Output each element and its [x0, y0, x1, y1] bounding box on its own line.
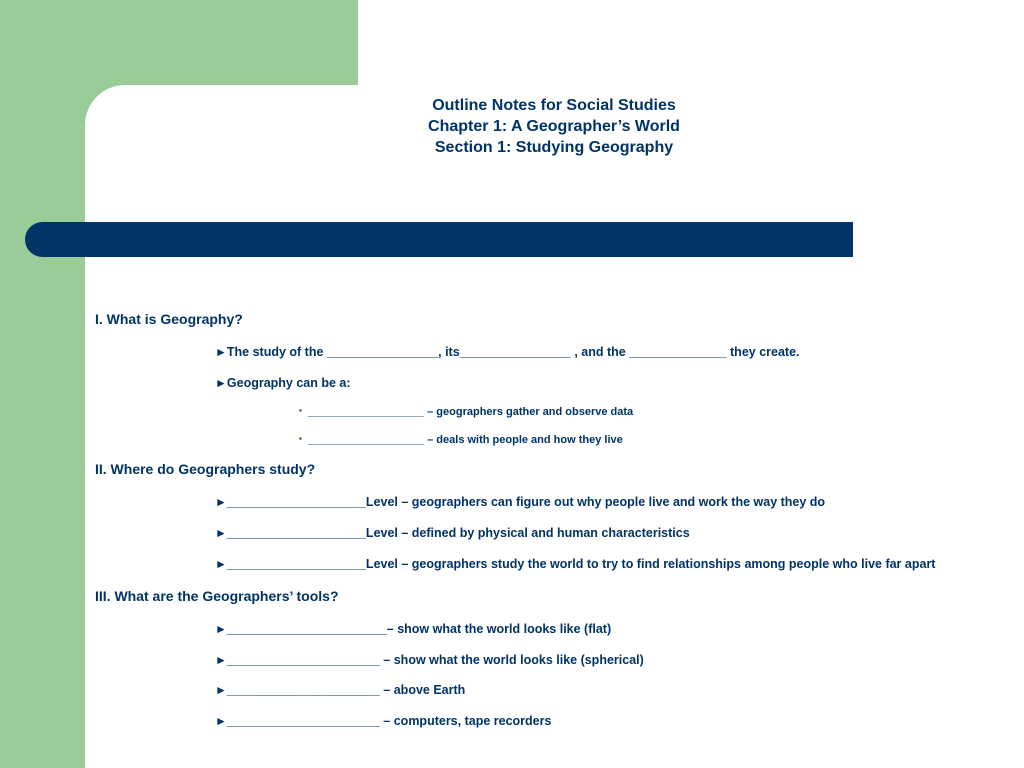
geography-can-be-item — [215, 376, 351, 390]
study-of-text: The study of the ________________, its________________ , and the ______________ they create. — [226, 345, 800, 359]
rounded-corner-decoration — [85, 85, 125, 125]
triangle-bullet-icon: ► — [215, 345, 227, 359]
sub-item-2-text: ___________________ – deals with people and how they live — [307, 434, 623, 446]
sub-item-1 — [299, 406, 633, 418]
section-1-heading: I. What is Geography? — [95, 311, 243, 327]
study-of-item — [215, 345, 800, 359]
tool-item-3-text: ______________________ – above Earth — [226, 683, 466, 697]
level-item-1-text: ____________________Level – geographers can figure out why people live and work the way they do — [226, 495, 826, 509]
blue-divider-bar — [25, 222, 853, 257]
sub-item-1-text: ___________________ – geographers gather and observe data — [307, 406, 634, 418]
level-item-3 — [215, 557, 935, 571]
title-line-2: Chapter 1: A Geographer’s World — [428, 118, 680, 135]
triangle-bullet-icon: ► — [215, 622, 227, 636]
geography-can-be-text: Geography can be a: — [226, 376, 351, 390]
square-bullet-icon: ▪ — [299, 434, 302, 443]
tool-item-3 — [215, 683, 465, 697]
triangle-bullet-icon: ► — [215, 557, 227, 571]
tool-item-1 — [215, 622, 611, 636]
tool-item-2 — [215, 653, 644, 667]
section-3-heading: III. What are the Geographers’ tools? — [95, 588, 339, 604]
section-2-heading: II. Where do Geographers study? — [95, 461, 316, 477]
triangle-bullet-icon: ► — [215, 653, 227, 667]
square-bullet-icon: ▪ — [299, 406, 302, 415]
level-item-1 — [215, 495, 825, 509]
tool-item-1-text: _______________________– show what the world looks like (flat) — [226, 622, 612, 636]
level-item-2-text: ____________________Level – defined by physical and human characteristics — [226, 526, 690, 540]
title-line-1: Outline Notes for Social Studies — [432, 97, 676, 114]
green-top-band — [0, 0, 358, 85]
tool-item-4 — [215, 714, 551, 728]
tool-item-2-text: ______________________ – show what the world looks like (spherical) — [226, 653, 644, 667]
triangle-bullet-icon: ► — [215, 376, 227, 390]
sub-item-2 — [299, 434, 623, 446]
tool-item-4-text: ______________________ – computers, tape recorders — [226, 714, 552, 728]
triangle-bullet-icon: ► — [215, 526, 227, 540]
triangle-bullet-icon: ► — [215, 683, 227, 697]
triangle-bullet-icon: ► — [215, 495, 227, 509]
green-side-band — [0, 85, 85, 768]
level-item-3-text: ____________________Level – geographers study the world to try to find relationships among people who live far apart — [226, 557, 936, 571]
level-item-2 — [215, 526, 690, 540]
slide-title — [358, 95, 750, 158]
title-line-3: Section 1: Studying Geography — [434, 139, 674, 156]
triangle-bullet-icon: ► — [215, 714, 227, 728]
